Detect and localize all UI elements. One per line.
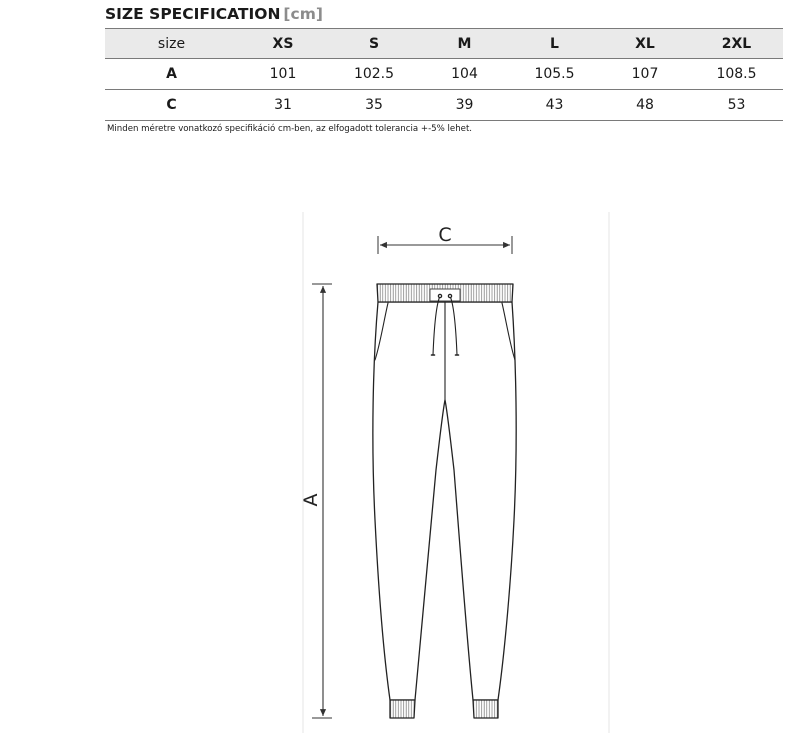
size-header-cell: S	[368, 35, 380, 52]
size-header-cell: 2XL	[721, 35, 752, 52]
width-label: C	[438, 224, 452, 246]
table-cell: 53	[727, 97, 746, 113]
row-label: C	[166, 97, 177, 113]
table-cell: 104	[451, 66, 478, 82]
size-header-corner: size	[157, 35, 186, 52]
length-dimension	[300, 284, 332, 718]
table-cell: 101	[269, 66, 297, 82]
tolerance-note: Minden méretre vonatkozó specifikáció cm-ben, az elfogadott tolerancia +-5% lehet.	[107, 124, 473, 134]
spec-title-unit: [cm]	[283, 5, 323, 23]
table-row	[105, 90, 783, 121]
pants-illustration	[373, 284, 516, 718]
table-cell: 39	[455, 97, 474, 113]
table-cell: 31	[274, 97, 292, 113]
table-cell: 107	[631, 66, 659, 82]
table-cell: 43	[545, 97, 564, 113]
width-dimension	[378, 224, 512, 254]
spec-title	[105, 5, 323, 23]
table-cell: 48	[636, 97, 654, 113]
size-header-cell: XS	[272, 35, 294, 52]
table-cell: 108.5	[716, 66, 757, 82]
size-header-cell: XL	[635, 35, 655, 52]
size-header-cell: L	[550, 35, 559, 52]
size-header-row	[105, 29, 783, 59]
row-label: A	[166, 66, 177, 82]
size-header-cell: M	[457, 35, 472, 52]
table-cell: 35	[365, 97, 383, 113]
spec-title-text: SIZE SPECIFICATION	[105, 5, 281, 23]
size-table	[105, 28, 783, 121]
length-label: A	[300, 493, 322, 507]
table-row	[105, 59, 783, 90]
table-cell: 102.5	[353, 66, 395, 82]
table-cell: 105.5	[534, 66, 575, 82]
